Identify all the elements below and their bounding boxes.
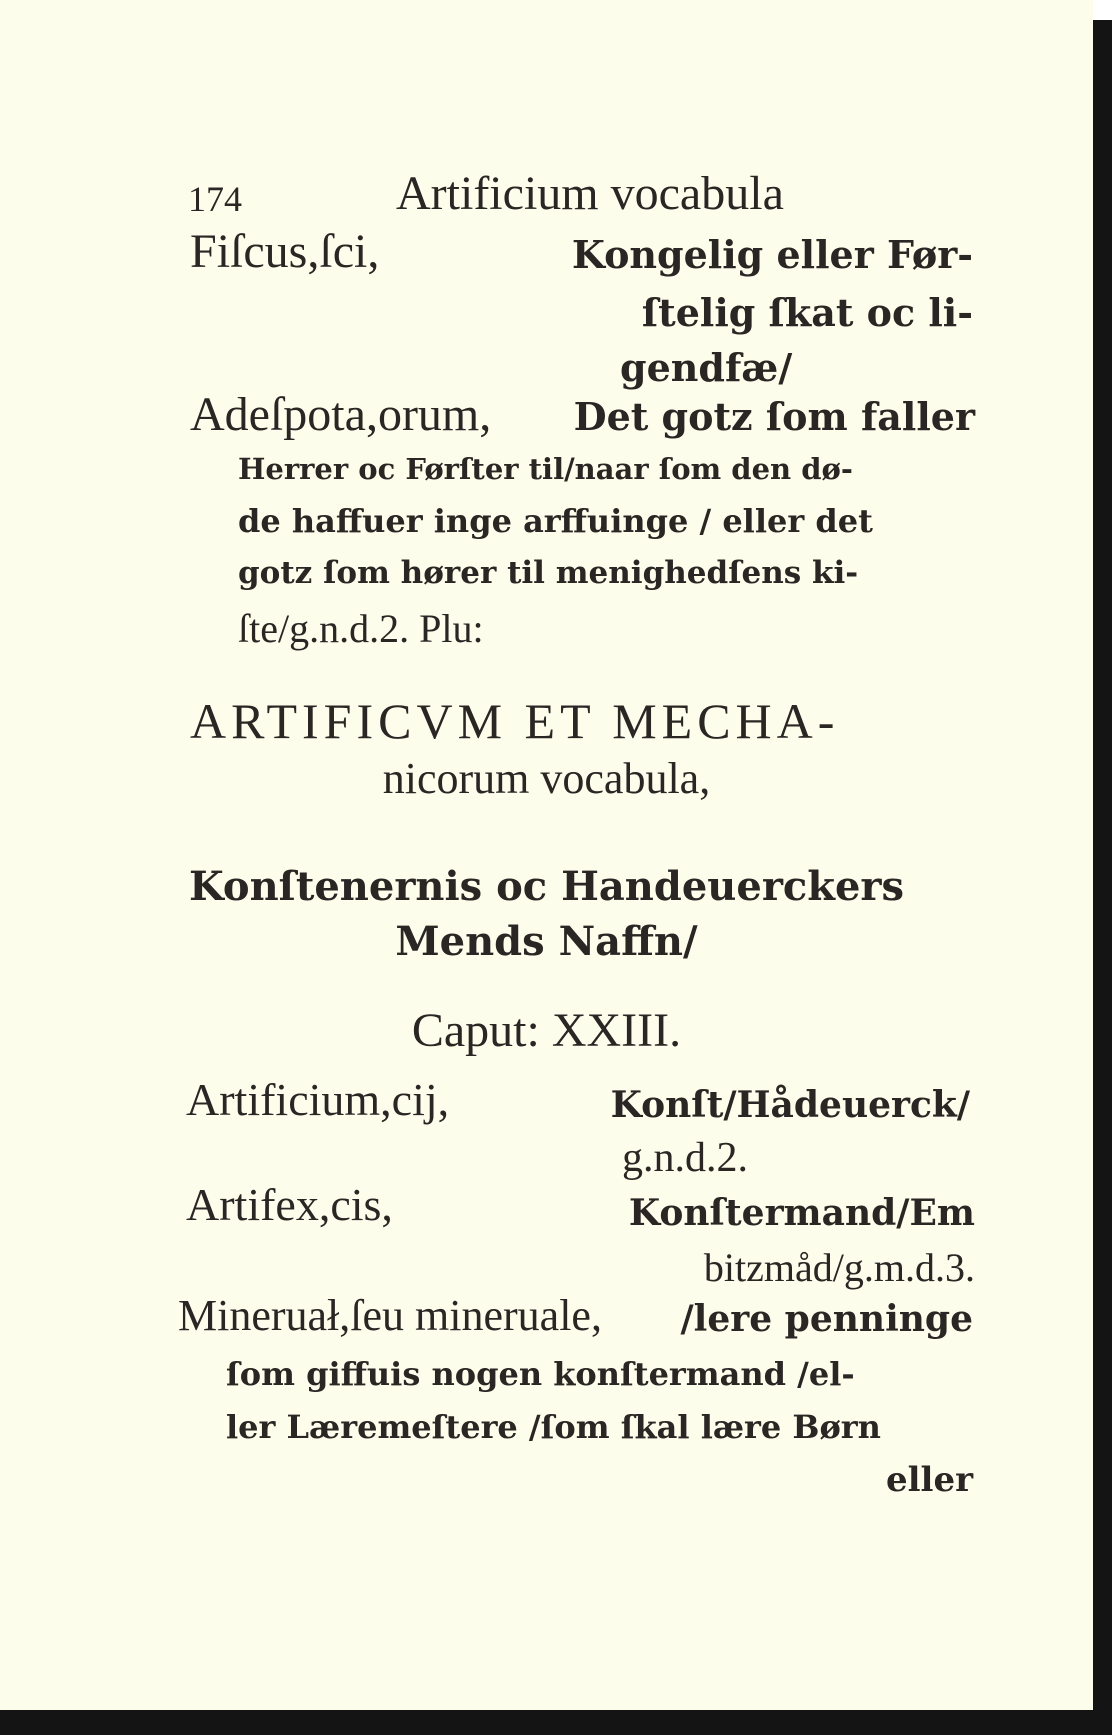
entry-lemma: Fiſcus,ſci, [190, 225, 380, 278]
section-heading-sub: nicorum vocabula, [382, 754, 711, 803]
entry-gloss-line: ler Læremeſtere /ſom ſkal lære Børn [226, 1408, 881, 1446]
section-heading: ARTIFICVM ET MECHA- [190, 693, 840, 749]
catchword: eller [885, 1460, 973, 1500]
entry-gloss-line: bitzmåd/g.m.d.3. [703, 1245, 975, 1290]
entry-gloss-line: Kongelig eller Før- [571, 232, 973, 277]
section-danish-title: Mends Naffn/ [395, 918, 698, 965]
running-head: Artificium vocabula [396, 167, 784, 220]
scan-edge-bottom [0, 1710, 1093, 1735]
entry-gloss-line: gendfæ/ [620, 345, 793, 390]
scan-corner [1093, 0, 1112, 20]
entry-lemma: Mineruał,ſeu mineruale, [178, 1291, 602, 1340]
entry-gloss-line: gotz ſom hører til menighedſens ki- [238, 555, 859, 591]
entry-gloss-line: Konſtermand/Em [628, 1192, 975, 1234]
section-danish-title: Konſtenernis oc Handeuerckers [189, 863, 904, 910]
entry-gloss-line: ſte/g.n.d.2. Plu: [238, 606, 484, 651]
entry-gloss-line: g.n.d.2. [622, 1135, 748, 1181]
entry-gloss-line: ſtelig ſkat oc li- [641, 290, 973, 335]
entry-gloss-line: ſom giffuis nogen konſtermand /el- [226, 1355, 855, 1393]
page-number: 174 [188, 179, 242, 219]
entry-lemma: Artifex,cis, [186, 1179, 393, 1230]
scan-edge-right [1093, 0, 1112, 1735]
entry-gloss-line: Konſt/Hådeuerck/ [610, 1084, 970, 1126]
chapter-number: Caput: XXIII. [411, 1004, 682, 1057]
entry-lemma: Adeſpota,orum, [190, 388, 492, 441]
entry-gloss-line: Herrer oc Førſter til/naar ſom den dø- [238, 452, 853, 486]
entry-gloss-line: de haffuer inge arffuinge / eller det [238, 502, 873, 540]
entry-lemma: Artificium,cij, [186, 1074, 450, 1125]
entry-gloss-line: /lere penninge [680, 1298, 973, 1340]
entry-gloss-line: Det gotz ſom faller [573, 394, 975, 439]
